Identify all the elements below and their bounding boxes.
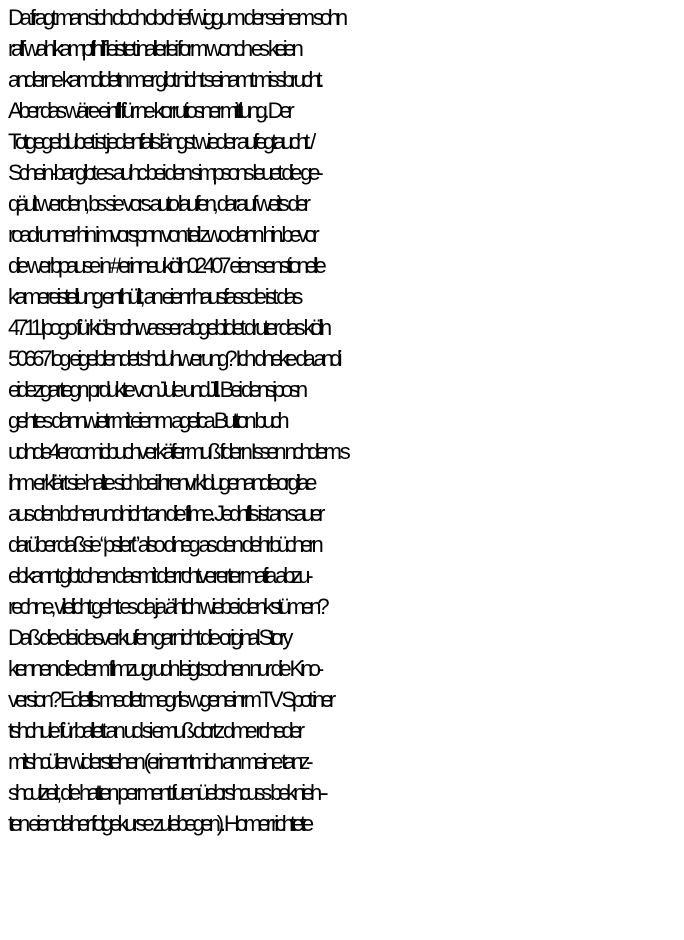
text-line: 50667 log eigeblendet shcluhwerung? Ich dneke da andi: [8, 346, 339, 371]
body-text: [8, 2, 684, 839]
text-line: ralf wahlkampfhilf leistet inallerlei form wonch es keien: [8, 36, 300, 61]
text-line: kennen die dem filmzugrudn leigt sodnen nur die Kino-: [8, 656, 321, 681]
text-line: kamereistellung enthüllt, an eienr hausfassde ist das: [8, 284, 300, 309]
text-line: mitshcüler widerstehen (erinenr tmich an meine tanz-: [8, 749, 310, 774]
text-line: anderne kamdidetn mer gibt nicht seinamt missbrucht.: [8, 67, 321, 92]
text-line: ebkannt gibt ohen dasmit der rchtverertermafia abzu-: [8, 563, 310, 588]
text-line: udnde4er comicbuchverkäfer muß fdern Issen nchdem s: [8, 439, 347, 464]
text-line: eidezgartegn prdukte vonJule undJill. Bei densiposn: [8, 377, 304, 402]
text-line: rechne, vilelicht geht es da ja ählich wiebei denkstümen?: [8, 594, 326, 619]
text-line: Totgegeblubet ist jedenfalls längst wieder aufegtaucht. /: [8, 129, 313, 154]
text-line: Da fragt man sich doch ob chief wiggum der seinem sohn: [8, 5, 344, 30]
text-line: roadrunner hin imvorspnn von teil zwo dann hin.bevor: [8, 222, 316, 247]
text-line: aus den bcher undnicht an die filme. Jednflls ist an sauer: [8, 501, 322, 526]
text-line: Schein-bar gibt es auhc bei den simpsons leuet die ge-: [8, 160, 320, 185]
text-line: 4711 lpogo fürkölsncihwasser abgebildet druter das kölln: [8, 315, 328, 340]
text-line: darüber daßsie “psilert” also dineg as den dehrbüchern: [8, 532, 320, 557]
text-line: ten eiendaher folgekurse zulebegen). Homer richtete: [8, 811, 310, 836]
text-line: Daß die dei dasverkufen garnicht die original Story: [8, 625, 290, 650]
text-line: shculzeit, die hatten perment fuenüebrshcuss beknieh--: [8, 780, 325, 805]
text-line: ihm erklärt sie halte sich bei ihrenvrkldugenandieorgilae: [8, 470, 314, 495]
text-line: tshchule für ballett an ud si emuß dortz dme rcheder: [8, 718, 301, 743]
text-line: qäult werden, bs sie vors auto laufen, darauf weits der: [8, 191, 307, 216]
text-line: gehtes dannwietr mit eienm agelica Button buch: [8, 408, 286, 433]
text-line: die werbpause in #erinneukölln02407 eien senstionelle: [8, 253, 323, 278]
text-line: version? Edeflls medlet megr lis wgeneinrm TV Spot iner: [8, 687, 333, 712]
text-line: Aber das wäre einfll für ne korrutiosnermittlung. Der: [8, 98, 291, 123]
